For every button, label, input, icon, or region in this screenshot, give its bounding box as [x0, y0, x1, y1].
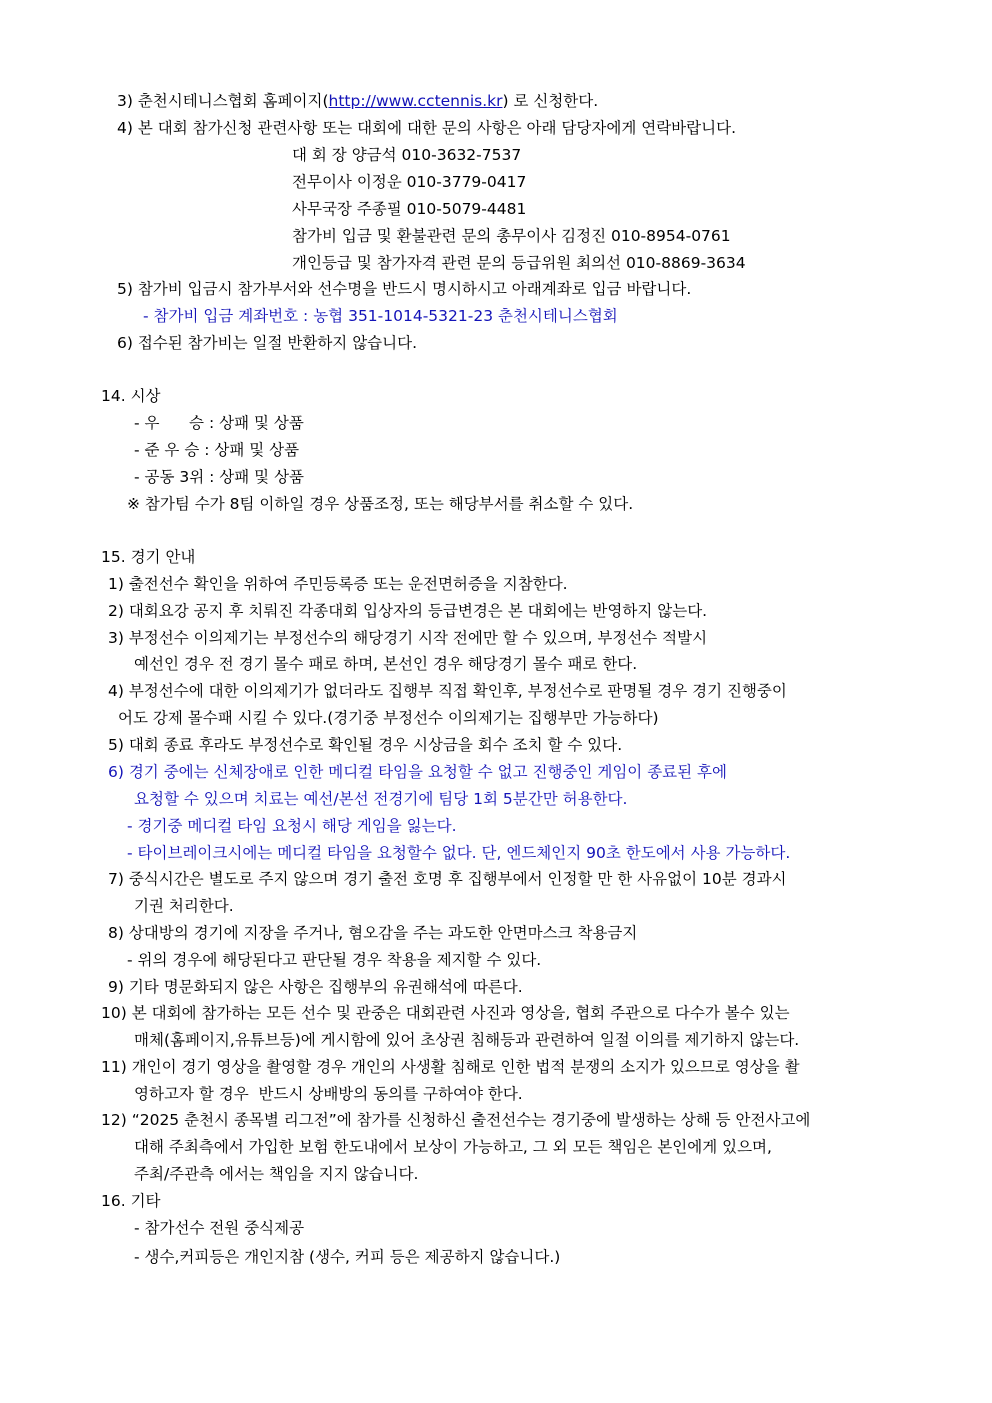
- awards-note: ※ 참가팀 수가 8팀 이하일 경우 상품조정, 또는 해당부서를 취소할 수 있다.: [127, 495, 634, 513]
- guide-line: 주최/주관측 에서는 책임을 지지 않습니다.: [134, 1165, 419, 1183]
- contact-fee-refund: 참가비 입금 및 환불관련 문의 총무이사 김정진 010-8954-0761: [292, 227, 731, 245]
- bank-account-info: - 참가비 입금 계좌번호 : 농협 351-1014-5321-23 춘천시테니스협회: [143, 307, 618, 325]
- guide-line-medical: - 경기중 메디컬 타임 요청시 해당 게임을 잃는다.: [127, 817, 457, 835]
- guide-line: 예선인 경우 전 경기 몰수 패로 하며, 본선인 경우 해당경기 몰수 패로 한다.: [134, 655, 638, 673]
- other-item-lunch: - 참가선수 전원 중식제공: [134, 1219, 305, 1237]
- registration-item-4: 4) 본 대회 참가신청 관련사항 또는 대회에 대한 문의 사항은 아래 담당자에게 연락바랍니다.: [117, 119, 736, 137]
- item3-suffix: ) 로 신청한다.: [502, 92, 599, 110]
- guide-heading: 15. 경기 안내: [101, 548, 196, 566]
- guide-line: 12) “2025 춘천시 종목별 리그전”에 참가를 신청하신 출전선수는 경기중에 발생하는 상해 등 안전사고에: [101, 1111, 811, 1129]
- guide-line: 매체(홈페이지,유튜브등)에 게시함에 있어 초상권 침해등과 관련하여 일절 이의를 제기하지 않는다.: [134, 1031, 800, 1049]
- guide-line: 9) 기타 명문화되지 않은 사항은 집행부의 유권해석에 따른다.: [108, 978, 523, 996]
- contact-president: 대 회 장 양금석 010-3632-7537: [292, 146, 522, 164]
- award-winner: - 우 승 : 상패 및 상품: [134, 414, 304, 432]
- guide-line: 1) 출전선수 확인을 위하여 주민등록증 또는 운전면허증을 지참한다.: [108, 575, 568, 593]
- guide-line: 대해 주최측에서 가입한 보험 한도내에서 보상이 가능하고, 그 외 모든 책임은 본인에게 있으며,: [134, 1138, 772, 1156]
- registration-item-6: 6) 접수된 참가비는 일절 반환하지 않습니다.: [117, 334, 418, 352]
- registration-item-5: 5) 참가비 입금시 참가부서와 선수명을 반드시 명시하시고 아래계좌로 입금 바랍니다.: [117, 280, 692, 298]
- guide-line: 8) 상대방의 경기에 지장을 주거나, 혐오감을 주는 과도한 안면마스크 착용금지: [108, 924, 638, 942]
- award-runner-up: - 준 우 승 : 상패 및 상품: [134, 441, 300, 459]
- guide-line: 3) 부정선수 이의제기는 부정선수의 해당경기 시작 전에만 할 수 있으며, 부정선수 적발시: [108, 629, 708, 647]
- guide-line: 10) 본 대회에 참가하는 모든 선수 및 관중은 대회관련 사진과 영상을, 협회 주관으로 다수가 볼수 있는: [101, 1004, 790, 1022]
- guide-line: 어도 강제 몰수패 시킬 수 있다.(경기중 부정선수 이의제기는 집행부만 가능하다): [118, 709, 659, 727]
- guide-line: 영하고자 할 경우 반드시 상배방의 동의를 구하여야 한다.: [134, 1085, 523, 1103]
- guide-line-medical: - 타이브레이크시에는 메디컬 타임을 요청할수 없다. 단, 엔드체인지 90초 한도에서 사용 가능하다.: [127, 844, 791, 862]
- guide-line-medical: 6) 경기 중에는 신체장애로 인한 메디컬 타임을 요청할 수 없고 진행중인 게임이 종료된 후에: [108, 763, 727, 781]
- other-item-drinks: - 생수,커피등은 개인지참 (생수, 커피 등은 제공하지 않습니다.): [134, 1248, 561, 1266]
- guide-line: 2) 대회요강 공지 후 치뤄진 각종대회 입상자의 등급변경은 본 대회에는 반영하지 않는다.: [108, 602, 708, 620]
- registration-item-3: [117, 91, 598, 111]
- guide-line-medical: 요청할 수 있으며 치료는 예선/본선 전경기에 팀당 1회 5분간만 허용한다.: [134, 790, 628, 808]
- guide-line: 11) 개인이 경기 영상을 촬영할 경우 개인의 사생활 침해로 인한 법적 분쟁의 소지가 있으므로 영상을 촬: [101, 1058, 800, 1076]
- contact-secretary-general: 사무국장 주종필 010-5079-4481: [292, 200, 527, 218]
- guide-line: 7) 중식시간은 별도로 주지 않으며 경기 출전 호명 후 집행부에서 인정할 만 한 사유없이 10분 경과시: [108, 870, 787, 888]
- contact-grade-eligibility: 개인등급 및 참가자격 관련 문의 등급위원 최의선 010-8869-3634: [292, 254, 746, 272]
- contact-executive-director: 전무이사 이정운 010-3779-0417: [292, 173, 527, 191]
- guide-line: 4) 부정선수에 대한 이의제기가 없더라도 집행부 직접 확인후, 부정선수로 판명될 경우 경기 진행중이: [108, 682, 787, 700]
- award-third-place: - 공동 3위 : 상패 및 상품: [134, 468, 305, 486]
- guide-line: 기권 처리한다.: [134, 897, 234, 915]
- item3-prefix: 3) 춘천시테니스협회 홈페이지(: [117, 92, 329, 110]
- guide-line: - 위의 경우에 해당된다고 판단될 경우 착용을 제지할 수 있다.: [127, 951, 542, 969]
- awards-heading: 14. 시상: [101, 387, 161, 405]
- other-heading: 16. 기타: [101, 1192, 161, 1210]
- homepage-link[interactable]: http://www.cctennis.kr: [328, 92, 503, 110]
- guide-line: 5) 대회 종료 후라도 부정선수로 확인될 경우 시상금을 회수 조치 할 수 있다.: [108, 736, 623, 754]
